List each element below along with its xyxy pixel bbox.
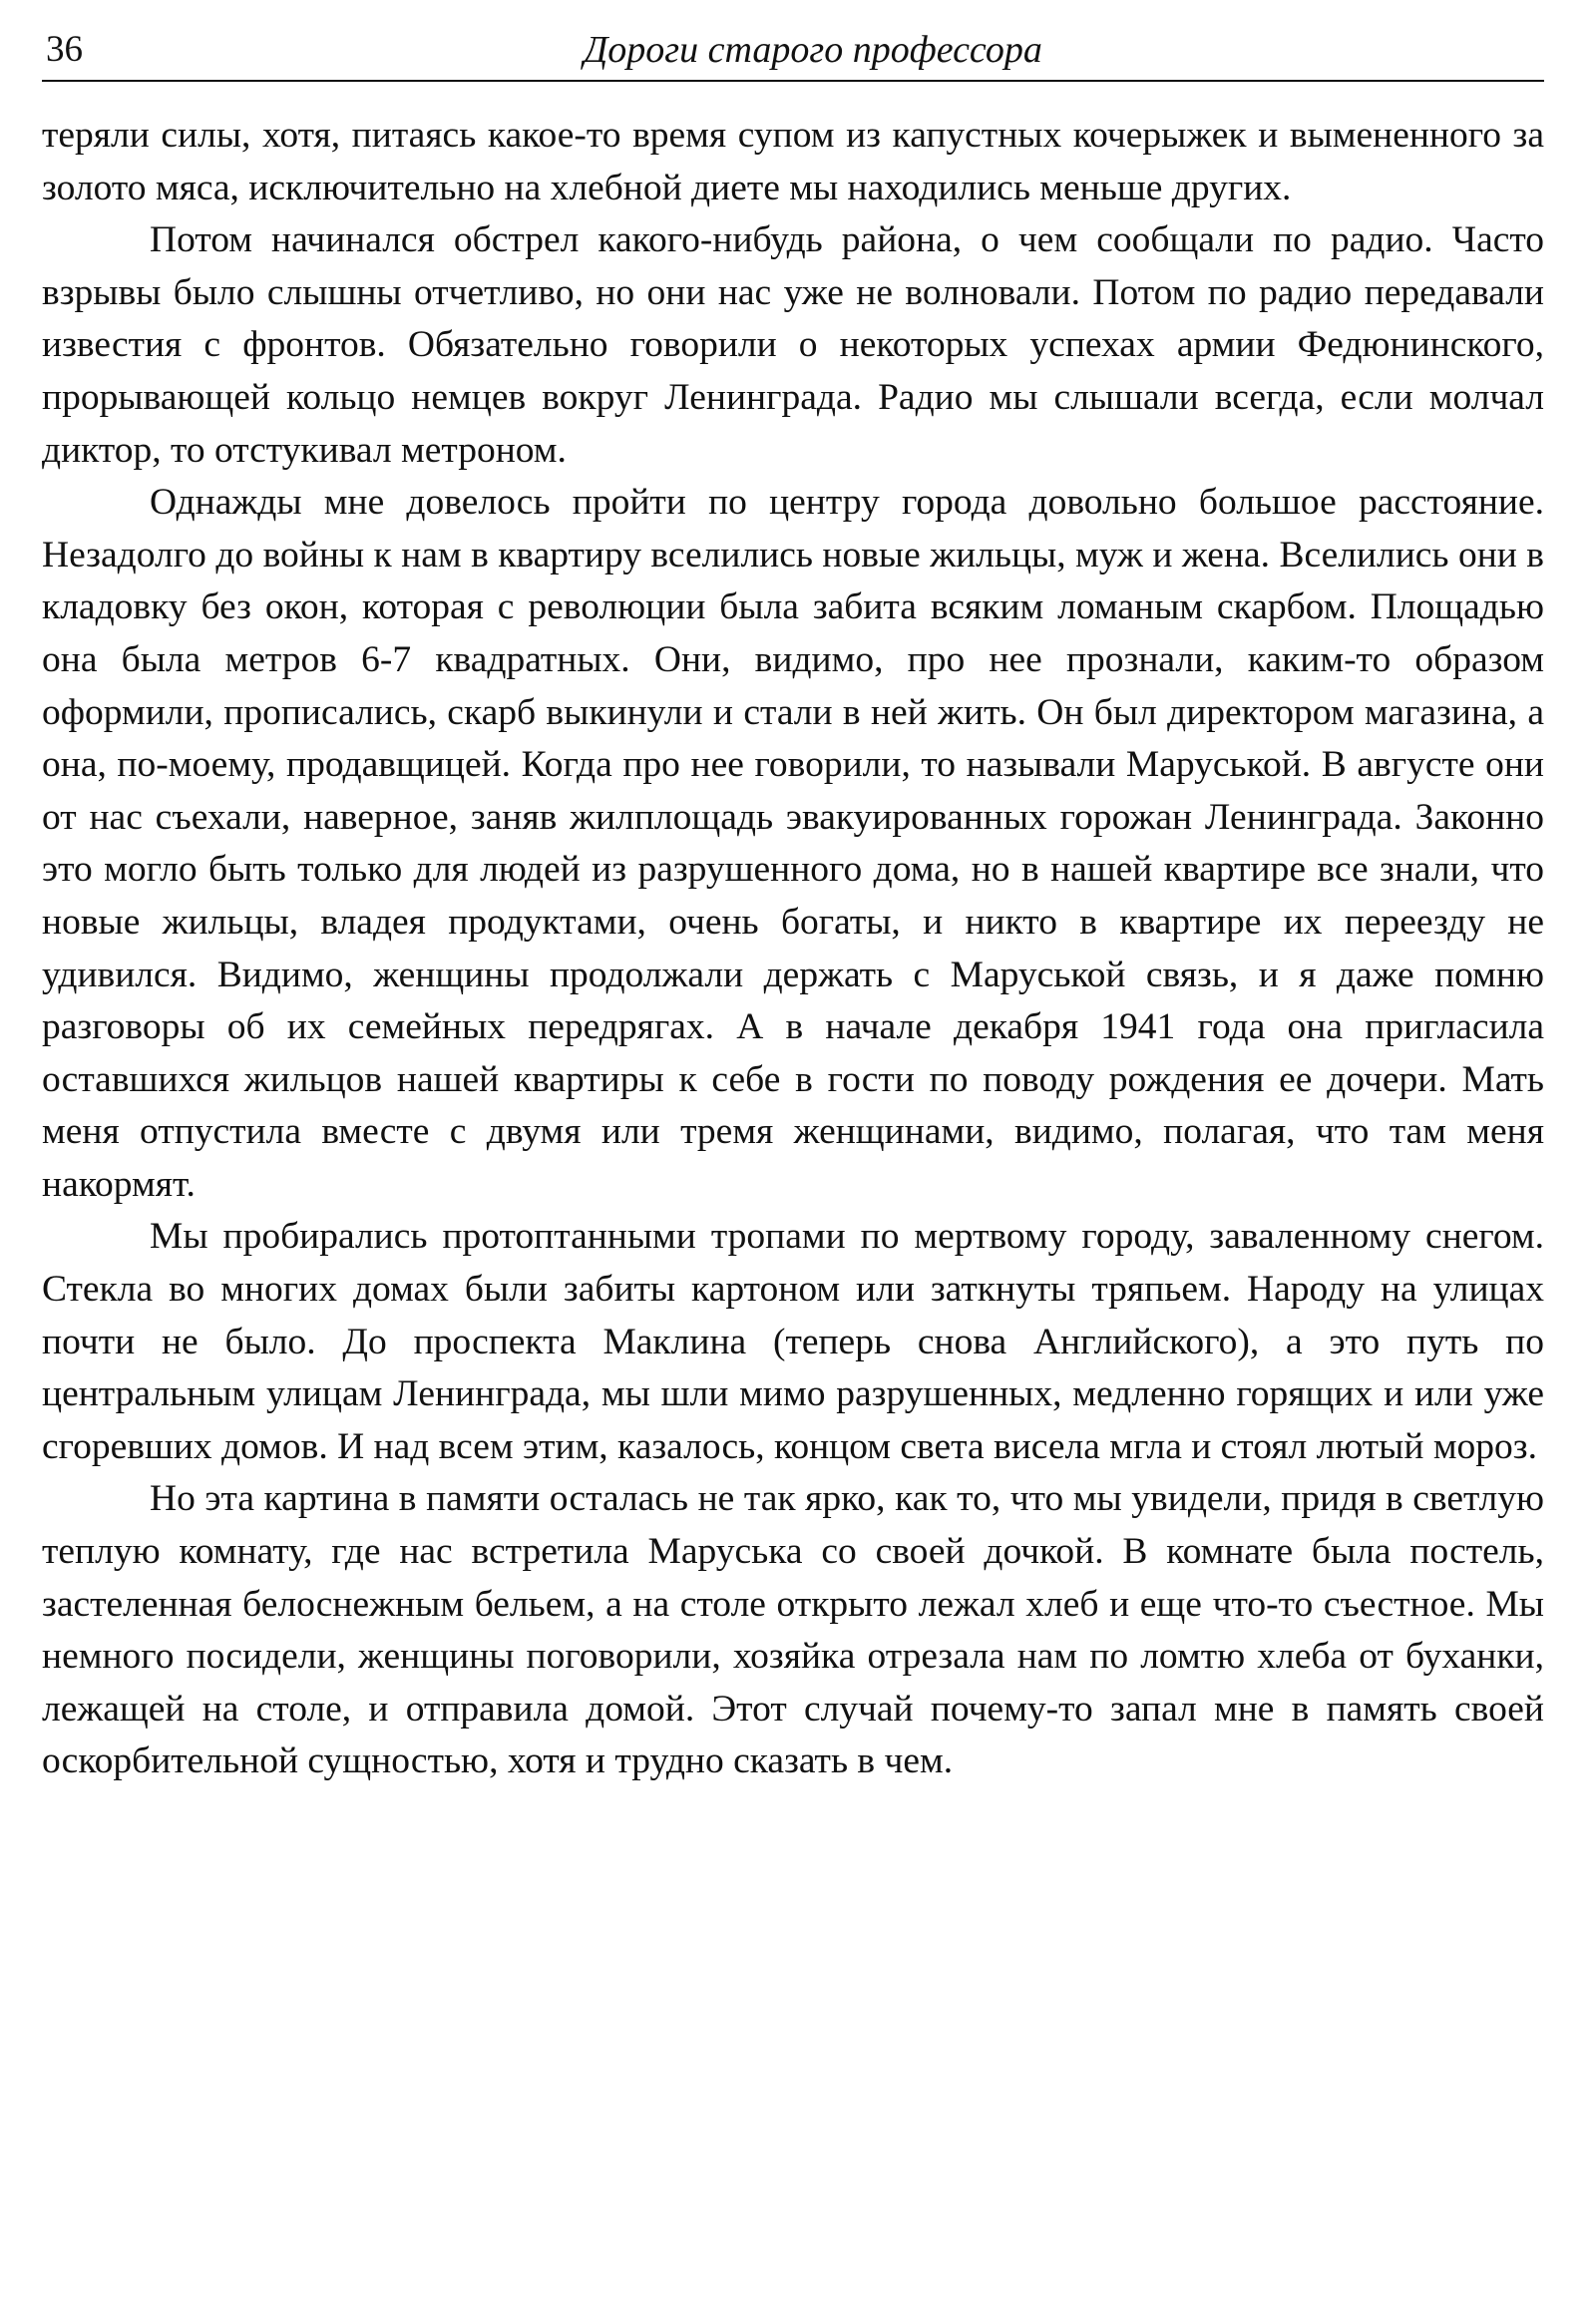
paragraph-continued: теряли силы, хотя, питаясь какое-то время супом из капустных кочерыжек и вымененного за золото мяса, исключительно на хлебной диете мы находились меньше других.	[42, 115, 1544, 208]
running-header	[42, 22, 1544, 82]
body-text	[42, 110, 1544, 1788]
page-number: 36	[46, 29, 83, 70]
paragraph-walk: Мы пробирались протоптанными тропами по мертвому городу, заваленному снегом. Стекла во многих домах были забиты картоном или заткнуты тряпьем. Народу на улицах почти не было. До проспекта Маклина (теперь снова Английского), а это путь по центральным улицам Ленинграда, мы шли мимо разрушенных, медленно горящих и или уже сгоревших домов. И над всем этим, казалось, концом света висела мгла и стоял лютый мороз.	[42, 1216, 1544, 1467]
running-title: Дороги старого профессора	[584, 29, 1042, 71]
paragraph-visit: Но эта картина в памяти осталась не так ярко, как то, что мы увидели, придя в светлую теплую комнату, где нас встретила Маруська со своей дочкой. В комнате была постель, застеленная белоснежным бельем, а на столе открыто лежал хлеб и еще что-то съестное. Мы немного посидели, женщины поговорили, хозяйка отрезала нам по ломтю хлеба от буханки, лежащей на столе, и отправила домой. Этот случай почему-то запал мне в память своей оскорбительной сущностью, хотя и трудно сказать в чем.	[42, 1478, 1544, 1782]
book-page	[42, 22, 1544, 1788]
paragraph-neighbors: Однажды мне довелось пройти по центру города довольно большое расстояние. Незадолго до войны к нам в квартиру вселились новые жильцы, муж и жена. Вселились они в кладовку без окон, которая с революции была забита всяким ломаным скарбом. Площадью она была метров 6-7 квадратных. Они, видимо, про нее прознали, каким-то образом оформили, прописались, скарб выкинули и стали в ней жить. Он был директором магазина, а она, по-моему, продавщицей. Когда про нее говорили, то называли Маруськой. В августе они от нас съехали, наверное, заняв жилплощадь эвакуированных горожан Ленинграда. Законно это могло быть только для людей из разрушенного дома, но в нашей квартире все знали, что новые жильцы, владея продуктами, очень богаты, и никто в квартире их переезду не удивился. Видимо, женщины продолжали держать с Маруськой связь, и я даже помню разговоры об их семейных передрягах. А в начале декабря 1941 года она пригласила оставшихся жильцов нашей квартиры к себе в гости по поводу рождения ее дочери. Мать меня отпустила вместе с двумя или тремя женщинами, видимо, полагая, что там меня накормят.	[42, 482, 1544, 1205]
paragraph-shelling: Потом начинался обстрел какого-нибудь района, о чем сообщали по радио. Часто взрывы было слышны отчетливо, но они нас уже не волновали. Потом по радио передавали известия с фронтов. Обязательно говорили о некоторых успехах армии Федюнинского, прорывающей кольцо немцев вокруг Ленинграда. Радио мы слышали всегда, если молчал диктор, то отстукивал метроном.	[42, 219, 1544, 471]
